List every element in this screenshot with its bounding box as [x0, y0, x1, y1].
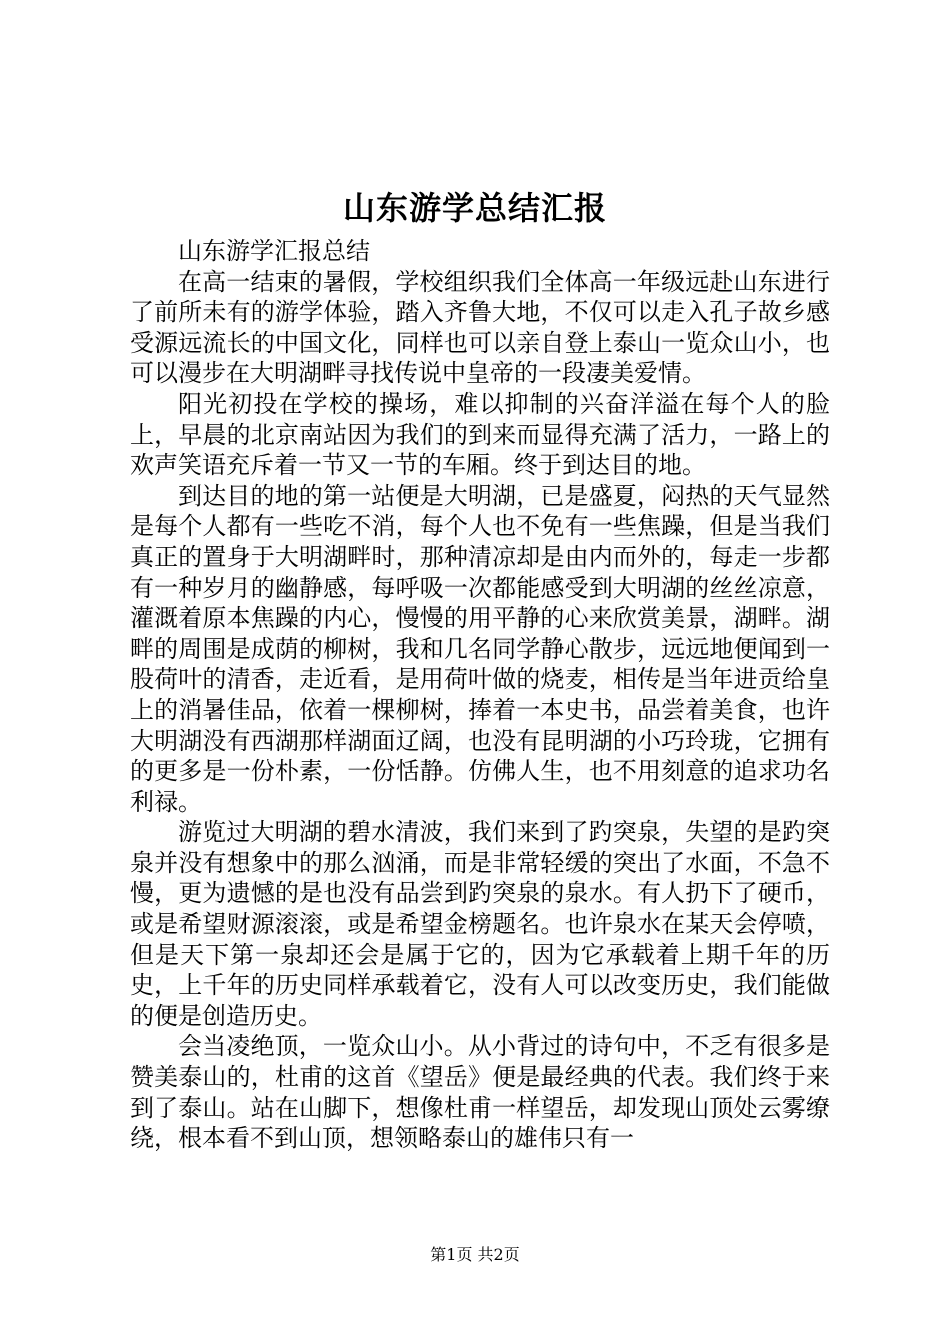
page-footer: 第1页 共2页: [430, 1245, 520, 1264]
document-subtitle: 山东游学汇报总结: [178, 237, 370, 265]
paragraph: 游览过大明湖的碧水清波，我们来到了趵突泉，失望的是趵突泉并没有想象中的那么汹涌，而是非常轻缓的突出了水面，不急不慢，更为遗憾的是也没有品尝到趵突泉的泉水。有人扔下了硬币，或是希望财源滚滚，或是希望金榜题名。也许泉水在某天会停喷，但是天下第一泉却还会是属于它的，因为它承载着上期千年的历史，上千年的历史同样承载着它，没有人可以改变历史，我们能做的便是创造历史。: [130, 818, 830, 1030]
paragraph: 到达目的地的第一站便是大明湖，已是盛夏，闷热的天气显然是每个人都有一些吃不消，每个人也不免有一些焦躁，但是当我们真正的置身于大明湖畔时，那种清凉却是由内而外的，每走一步都有一种岁月的幽静感，每呼吸一次都能感受到大明湖的丝丝凉意，灌溉着原本焦躁的内心，慢慢的用平静的心来欣赏美景，湖畔。湖畔的周围是成荫的柳树，我和几名同学静心散步，远远地便闻到一股荷叶的清香，走近看，是用荷叶做的烧麦，相传是当年进贡给皇上的消暑佳品，依着一棵柳树，捧着一本史书，品尝着美食，也许大明湖没有西湖那样湖面辽阔，也没有昆明湖的小巧玲珑，它拥有的更多是一份朴素，一份恬静。仿佛人生，也不用刻意的追求功名利禄。: [130, 481, 830, 816]
document-body: [130, 236, 830, 1154]
paragraph: 阳光初投在学校的操场，难以抑制的兴奋洋溢在每个人的脸上，早晨的北京南站因为我们的到来而显得充满了活力，一路上的欢声笑语充斥着一节又一节的车厢。终于到达目的地。: [130, 389, 830, 480]
document-title: 山东游学总结汇报: [342, 189, 607, 227]
paragraph: 会当凌绝顶，一览众山小。从小背过的诗句中，不乏有很多是赞美泰山的，杜甫的这首《望岳》便是最经典的代表。我们终于来到了泰山。站在山脚下，想像杜甫一样望岳，却发现山顶处云雾缭绕，根本看不到山顶，想领略泰山的雄伟只有一: [130, 1032, 830, 1153]
paragraph: 在高一结束的暑假，学校组织我们全体高一年级远赴山东进行了前所未有的游学体验，踏入齐鲁大地，不仅可以走入孔子故乡感受源远流长的中国文化，同样也可以亲自登上泰山一览众山小，也可以漫步在大明湖畔寻找传说中皇帝的一段凄美爱情。: [130, 267, 830, 388]
